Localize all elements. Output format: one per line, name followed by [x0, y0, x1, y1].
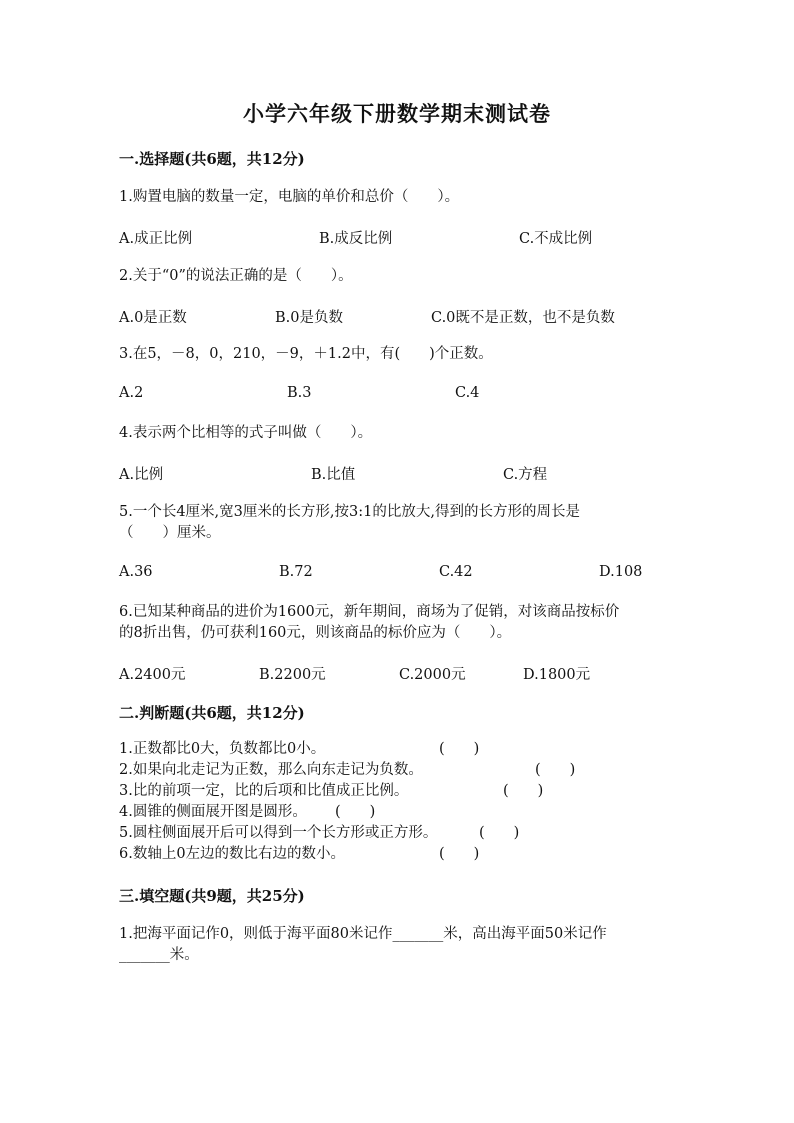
choice-question-5-line-1: 5.一个长4厘米,宽3厘米的长方形,按3:1的比放大,得到的长方形的周长是	[119, 504, 580, 520]
choice-question-1: 1.购置电脑的数量一定，电脑的单价和总价（ ）。	[119, 189, 460, 205]
judge-item-2-bracket: ( )	[535, 762, 576, 778]
section-heading-fill: 三.填空题(共9题，共25分)	[119, 887, 305, 905]
choice-q6-option-a: A.2400元	[119, 667, 186, 683]
section-heading-judge: 二.判断题(共6题，共12分)	[119, 704, 305, 722]
choice-question-5-line-2: （ ）厘米。	[119, 525, 221, 541]
choice-question-6-line-2: 的8折出售，仍可获利160元，则该商品的标价应为（ ）。	[119, 625, 512, 641]
choice-q2-option-a: A.0是正数	[119, 310, 187, 326]
choice-q3-option-c: C.4	[455, 385, 480, 401]
choice-q4-option-b: B.比值	[311, 467, 356, 483]
choice-q1-option-c: C.不成比例	[519, 231, 593, 247]
judge-item-5-bracket: ( )	[479, 825, 520, 841]
choice-q5-option-d: D.108	[599, 564, 643, 580]
judge-item-3: 3.比的前项一定，比的后项和比值成正比例。	[119, 783, 409, 799]
judge-item-1: 1.正数都比0大，负数都比0小。	[119, 741, 326, 757]
choice-q4-option-a: A.比例	[119, 467, 164, 483]
fill-question-1-line-2: _______米。	[119, 947, 199, 963]
section-heading-choice: 一.选择题(共6题，共12分)	[119, 150, 305, 168]
exam-title: 小学六年级下册数学期末测试卷	[243, 101, 551, 126]
judge-item-1-bracket: ( )	[439, 741, 480, 757]
choice-q2-option-b: B.0是负数	[275, 310, 343, 326]
choice-question-2: 2.关于“0”的说法正确的是（ ）。	[119, 268, 353, 284]
choice-q5-option-c: C.42	[439, 564, 473, 580]
judge-item-2: 2.如果向北走记为正数，那么向东走记为负数。	[119, 762, 423, 778]
choice-question-6-line-1: 6.已知某种商品的进价为1600元，新年期间，商场为了促销，对该商品按标价	[119, 604, 620, 620]
choice-q5-option-a: A.36	[119, 564, 153, 580]
judge-item-4-bracket: ( )	[335, 804, 376, 820]
choice-q3-option-a: A.2	[119, 385, 144, 401]
choice-q6-option-d: D.1800元	[523, 667, 591, 683]
choice-q1-option-a: A.成正比例	[119, 231, 193, 247]
choice-question-3: 3.在5，－8，0，210，－9，＋1.2中，有( )个正数。	[119, 346, 493, 362]
judge-item-6: 6.数轴上0左边的数比右边的数小。	[119, 846, 346, 862]
fill-question-1-line-1: 1.把海平面记作0，则低于海平面80米记作_______米，高出海平面50米记作	[119, 926, 607, 942]
choice-q5-option-b: B.72	[279, 564, 313, 580]
judge-item-6-bracket: ( )	[439, 846, 480, 862]
choice-question-4: 4.表示两个比相等的式子叫做（ ）。	[119, 425, 373, 441]
judge-item-4: 4.圆锥的侧面展开图是圆形。	[119, 804, 307, 820]
choice-q6-option-b: B.2200元	[259, 667, 326, 683]
choice-q3-option-b: B.3	[287, 385, 312, 401]
choice-q4-option-c: C.方程	[503, 467, 548, 483]
judge-item-3-bracket: ( )	[503, 783, 544, 799]
choice-q2-option-c: C.0既不是正数，也不是负数	[431, 310, 615, 326]
judge-item-5: 5.圆柱侧面展开后可以得到一个长方形或正方形。	[119, 825, 438, 841]
choice-q6-option-c: C.2000元	[399, 667, 466, 683]
choice-q1-option-b: B.成反比例	[319, 231, 393, 247]
